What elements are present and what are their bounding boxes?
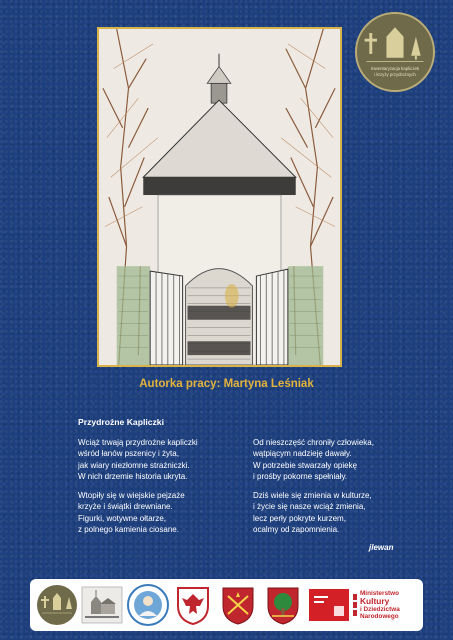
chapel-cross-emblem <box>357 14 433 90</box>
poem-line: Wtopiły się w wiejskie pejzaże <box>78 491 185 500</box>
poem-stanza-2 <box>78 490 185 535</box>
church-logo <box>81 584 123 626</box>
poem-line: W nich drzemie historia ukryta. <box>78 471 188 481</box>
poem-stanza-1 <box>78 437 198 482</box>
poem-line: wśród łanów pszenicy i żyta, <box>78 449 179 459</box>
project-badge-logo <box>355 12 435 92</box>
poem-line: Figurki, wotywne ołtarze, <box>78 513 167 523</box>
poem-line: wątpiącym nadzieję dawały. <box>253 449 352 459</box>
school-logo <box>127 584 169 626</box>
svg-text:Inwentaryzacja kapliczek: Inwentaryzacja kapliczek <box>370 66 420 72</box>
partner-logos-bar <box>30 579 423 631</box>
poem-line: Wciąż trwają przydrożne kapliczki <box>78 438 198 447</box>
poem-line: i prośby pokorne spełniały. <box>253 471 348 481</box>
poem-line: Dziś wiele się zmienia w kulturze, <box>253 491 372 500</box>
swords-coat-of-arms <box>217 584 259 626</box>
tree-coat-of-arms <box>262 584 304 626</box>
eagle-coat-of-arms <box>172 584 214 626</box>
red-institution-logo <box>308 584 350 626</box>
poem-line: Od nieszczęść chroniły człowieka, <box>253 438 374 447</box>
svg-text:i krzyży przydrożnych: i krzyży przydrożnych <box>374 71 416 77</box>
chapel-sketch-image <box>99 29 340 365</box>
poem-line: ocalmy od zapomnienia. <box>253 524 340 534</box>
ministry-line: Ministerstwo <box>359 590 400 598</box>
ministry-line: Narodowego <box>359 612 399 620</box>
poem-line: i życie się nasze wciąż zmienia, <box>253 502 366 512</box>
poem-line: lecz perły pokryte kurzem, <box>253 513 346 523</box>
poem-stanza-4 <box>253 490 372 535</box>
poem-line: krzyże i świątki drewniane. <box>78 502 173 512</box>
ministry-of-culture-logo <box>353 584 417 626</box>
ministry-line: i Dziedzictwa <box>359 605 400 613</box>
project-badge-logo <box>36 584 78 626</box>
poem-line: jak wiary niezłomne strażniczki. <box>78 460 190 470</box>
ministry-line: Kultury <box>359 596 390 607</box>
chapel-drawing <box>97 27 342 367</box>
poem-line: z polnego kamienia ciosane. <box>78 524 179 534</box>
poem-stanza-3 <box>253 437 374 482</box>
poem-title: Przydrożne Kapliczki <box>78 417 164 427</box>
poem-line: W potrzebie stwarzały opiekę <box>253 460 358 470</box>
ministry-name <box>360 590 400 620</box>
poem-signature: jlewan <box>369 543 394 552</box>
ministry-bars-icon <box>353 594 357 616</box>
author-caption: Autorka pracy: Martyna Leśniak <box>139 378 314 390</box>
